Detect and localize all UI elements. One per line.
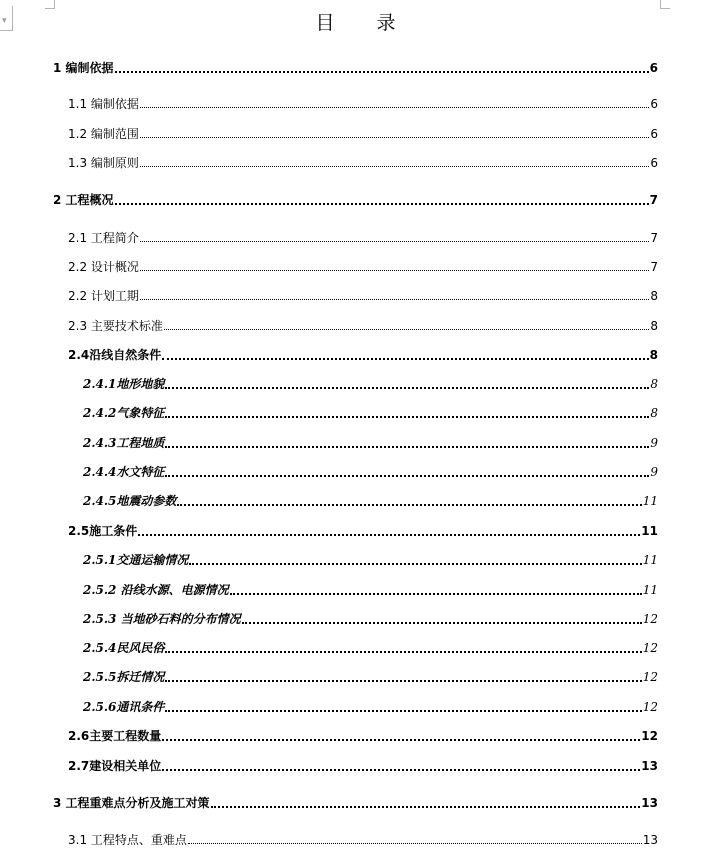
toc-entry[interactable] [68,259,658,275]
toc-leader-dots [140,259,649,271]
toc-leader-dots [162,758,640,771]
toc-entry-page-number: 6 [650,156,658,170]
toc-entry[interactable] [53,795,658,811]
toc-entry-page-number: 8 [650,319,658,333]
toc-entry[interactable] [83,376,658,392]
toc-leader-dots [165,669,641,682]
toc-entry[interactable] [83,699,658,715]
toc-leader-dots [162,347,648,360]
toc-entry[interactable] [68,347,658,363]
toc-entry-label: 2 工程概况 [53,193,114,207]
toc-entry-page-number: 9 [650,436,658,450]
toc-entry-label: 3.1 工程特点、重难点 [68,833,187,847]
toc-entry-label: 2.3 主要技术标准 [68,319,163,333]
toc-entry-page-number: 12 [641,729,658,743]
toc-entry[interactable] [83,552,658,568]
toc-entry[interactable] [68,523,658,539]
toc-entry-page-number: 6 [649,61,658,75]
toc-entry-label: 2.4.4水文特征 [83,465,165,479]
toc-entry[interactable] [83,405,658,421]
toc-entry-label: 2.4.1地形地貌 [83,377,165,391]
toc-entry-page-number: 7 [650,260,658,274]
toc-entry[interactable] [83,464,658,480]
toc-entry[interactable] [83,611,658,627]
toc-entry-page-number: 12 [642,641,658,655]
toc-entry-label: 2.4沿线自然条件 [68,348,162,362]
toc-leader-dots [164,318,649,330]
toc-entry-label: 2.7建设相关单位 [68,759,162,773]
toc-entry[interactable] [53,60,658,76]
toc-entry-page-number: 13 [641,796,658,810]
chevron-down-icon: ▾ [2,16,7,26]
toc-entry-page-number: 13 [641,759,658,773]
toc-leader-dots [177,493,641,506]
toc-leader-dots [165,435,649,448]
toc-entry-label: 2.5.5拆迁情况 [83,670,165,684]
toc-entry-page-number: 8 [650,406,658,420]
toc-entry[interactable] [68,318,658,334]
toc-entry-label: 2.4.2气象特征 [83,406,165,420]
toc-entry[interactable] [68,832,658,848]
toc-entry-label: 3 工程重难点分析及施工对策 [53,796,210,810]
toc-entry-page-number: 6 [650,97,658,111]
toc-leader-dots [140,155,649,167]
toc-leader-dots [165,376,649,389]
toc-leader-dots [230,582,642,595]
toc-leader-dots [140,230,649,242]
toc-entry-page-number: 11 [642,494,658,508]
toc-entry[interactable] [53,192,658,208]
toc-title: 目 录 [315,12,414,34]
toc-entry[interactable] [68,96,658,112]
toc-entry-label: 2.5.3 当地砂石料的分布情况 [83,612,241,626]
toc-entry-page-number: 7 [650,231,658,245]
toc-entry-page-number: 12 [642,670,658,684]
toc-entry-label: 2.4.5地震动参数 [83,494,177,508]
toc-entry-label: 2.5.6通讯条件 [83,700,165,714]
toc-entry-page-number: 12 [642,612,658,626]
toc-leader-dots [242,611,642,624]
toc-entry[interactable] [68,728,658,744]
toc-leader-dots [138,523,640,536]
toc-leader-dots [165,640,641,653]
toc-leader-dots [165,464,649,477]
toc-entry[interactable] [83,640,658,656]
toc-entry-label: 1.1 编制依据 [68,97,139,111]
toc-entry-label: 1.3 编制原则 [68,156,139,170]
toc-leader-dots [211,795,641,808]
toc-leader-dots [140,126,649,138]
toc-entry-label: 2.6主要工程数量 [68,729,162,743]
toc-entry[interactable] [68,126,658,142]
toc-leader-dots [188,832,642,844]
toc-entry-page-number: 8 [650,289,658,303]
toc-entry[interactable] [83,493,658,509]
toc-entry-label: 2.5.4民风民俗 [83,641,165,655]
toc-leader-dots [115,60,649,73]
toc-entry[interactable] [68,155,658,171]
toc-entry[interactable] [83,582,658,598]
toc-leader-dots [165,699,641,712]
toc-entry-page-number: 12 [642,700,658,714]
toc-entry[interactable] [68,758,658,774]
toc-entry-page-number: 11 [641,524,658,538]
toc-entry-label: 1.2 编制范围 [68,127,139,141]
toc-entry-label: 2.5.1交通运输情况 [83,553,189,567]
toc-leader-dots [165,405,649,418]
toc-entry-label: 1 编制依据 [53,61,114,75]
toc-leader-dots [115,192,649,205]
toc-entry-page-number: 11 [642,583,658,597]
toc-entry-page-number: 11 [642,553,658,567]
toc-leader-dots [140,96,649,108]
toc-entry-label: 2.5.2 沿线水源、电源情况 [83,583,229,597]
toc-entry-label: 2.4.3工程地质 [83,436,165,450]
toc-entry[interactable] [83,435,658,451]
toc-entry-page-number: 7 [649,193,658,207]
toc-entry-label: 2.2 计划工期 [68,289,139,303]
toc-leader-dots [189,552,641,565]
toc-entry-page-number: 6 [650,127,658,141]
toc-entry-label: 2.2 设计概况 [68,260,139,274]
toc-entry-label: 2.5施工条件 [68,524,138,538]
toc-leader-dots [162,728,640,741]
toc-entry-page-number: 8 [650,377,658,391]
toc-entry-page-number: 8 [649,348,658,362]
toc-entry-label: 2.1 工程简介 [68,231,139,245]
toc-entry[interactable] [68,288,658,304]
toc-entry[interactable] [68,230,658,246]
toc-entry-page-number: 13 [642,833,658,847]
toc-entry[interactable] [83,669,658,685]
toc-entry-page-number: 9 [650,465,658,479]
toc-leader-dots [140,288,649,300]
